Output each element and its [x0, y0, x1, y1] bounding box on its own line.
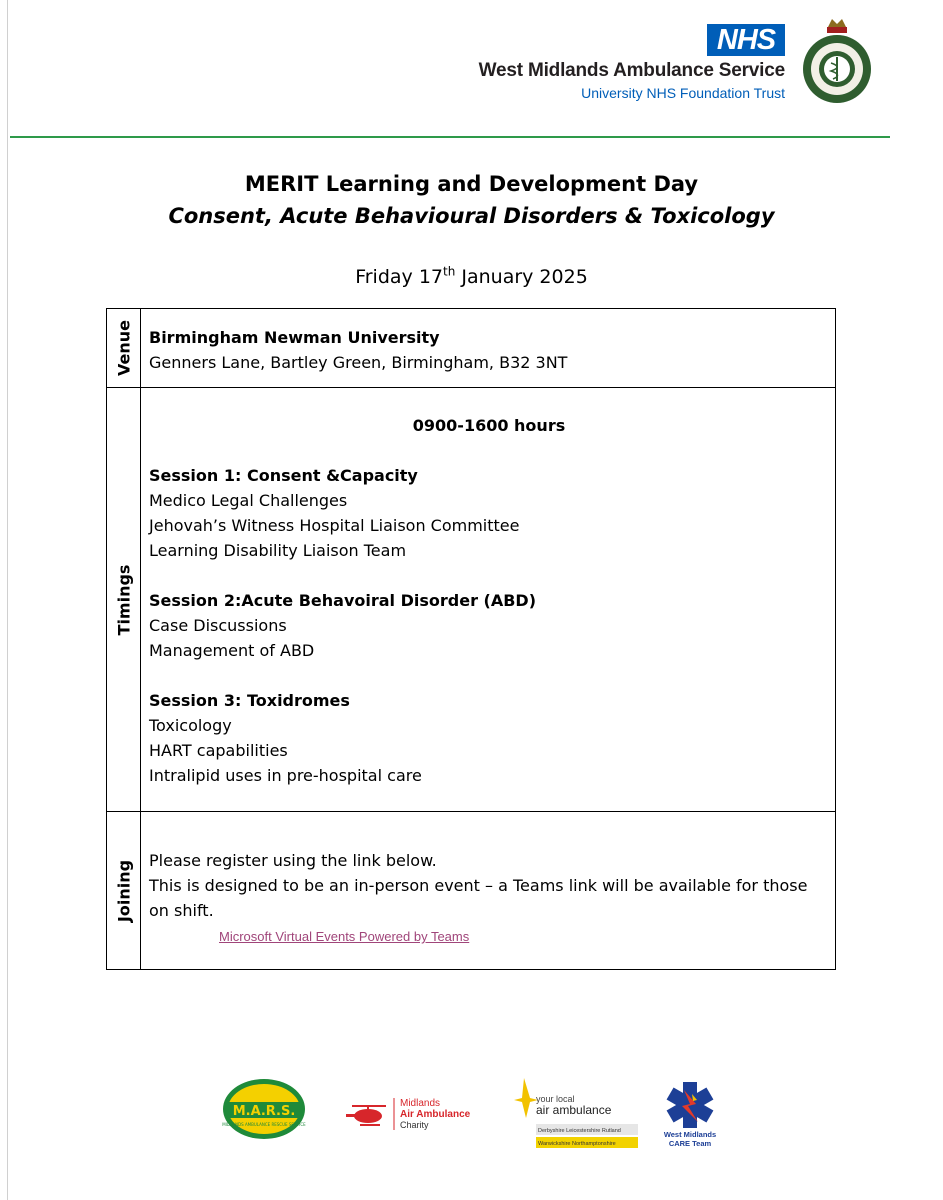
event-date: Friday 17th January 2025 [355, 264, 588, 288]
session-item: Case Discussions [149, 616, 287, 635]
venue-label: Venue [114, 320, 133, 376]
venue-row [107, 309, 835, 388]
joining-label: Joining [114, 859, 133, 922]
session-title: Session 2:Acute Behavoiral Disorder (ABD) [149, 591, 537, 610]
session-item: Jehovah’s Witness Hospital Liaison Committee [149, 516, 520, 535]
mars-badge-icon [222, 1078, 306, 1140]
joining-line-1: Please register using the link below. [149, 851, 437, 870]
session-item: Toxicology [149, 716, 232, 735]
venue-address: Genners Lane, Bartley Green, Birmingham, B32 3NT [149, 353, 568, 372]
maa-line-3: Charity [400, 1120, 429, 1130]
mars-logo [222, 1078, 306, 1140]
hours: 0900-1600 hours [412, 416, 566, 435]
session-title: Session 3: Toxidromes [149, 691, 350, 710]
care-line-1: West Midlands [663, 1130, 717, 1139]
venue-name: Birmingham Newman University [149, 328, 440, 347]
event-title: MERIT Learning and Development Day [244, 172, 699, 196]
crest-emblem-icon [800, 15, 874, 107]
session-item: Medico Legal Challenges [149, 491, 348, 510]
session-item: Intralipid uses in pre-hospital care [149, 766, 422, 785]
org-name: West Midlands Ambulance Service [478, 60, 785, 81]
details-table [106, 308, 836, 970]
session-item: HART capabilities [149, 741, 288, 760]
care-line-2: CARE Team [668, 1139, 712, 1148]
session-item: Learning Disability Liaison Team [149, 541, 407, 560]
nhs-logo: NHS [707, 24, 785, 56]
aircraft-icon [514, 1078, 538, 1118]
local-counties-1: Derbyshire Leicestershire Rutland [538, 1128, 621, 1134]
joining-row [107, 812, 835, 969]
header-divider [10, 136, 890, 138]
session-item: Management of ABD [149, 641, 315, 660]
mars-text: M.A.R.S. [232, 1104, 296, 1119]
wm-care-team-logo [650, 1080, 730, 1152]
local-counties-2: Warwickshire Northamptonshire [538, 1141, 616, 1147]
your-local-air-ambulance-logo [510, 1076, 640, 1152]
register-link[interactable]: Microsoft Virtual Events Powered by Teams [219, 929, 470, 944]
midlands-air-ambulance-logo [342, 1094, 492, 1134]
star-of-life-icon [667, 1082, 714, 1128]
helicopter-icon [346, 1106, 386, 1125]
maa-line-2: Air Ambulance [400, 1109, 471, 1120]
local-line-1: your local [536, 1094, 575, 1104]
joining-line-2: This is designed to be an in-person event – a Teams link will be available for those on shift. [149, 876, 808, 920]
org-trust: University NHS Foundation Trust [581, 85, 785, 101]
maa-line-1: Midlands [400, 1098, 441, 1109]
mars-subtext: MIDLANDS AMBULANCE RESCUE SERVICE [222, 1122, 306, 1127]
timings-row [107, 388, 835, 812]
local-line-2: air ambulance [536, 1103, 612, 1117]
event-subtitle: Consent, Acute Behavioural Disorders & Toxicology [168, 204, 775, 228]
session-title: Session 1: Consent &Capacity [149, 466, 418, 485]
timings-label: Timings [114, 564, 133, 635]
